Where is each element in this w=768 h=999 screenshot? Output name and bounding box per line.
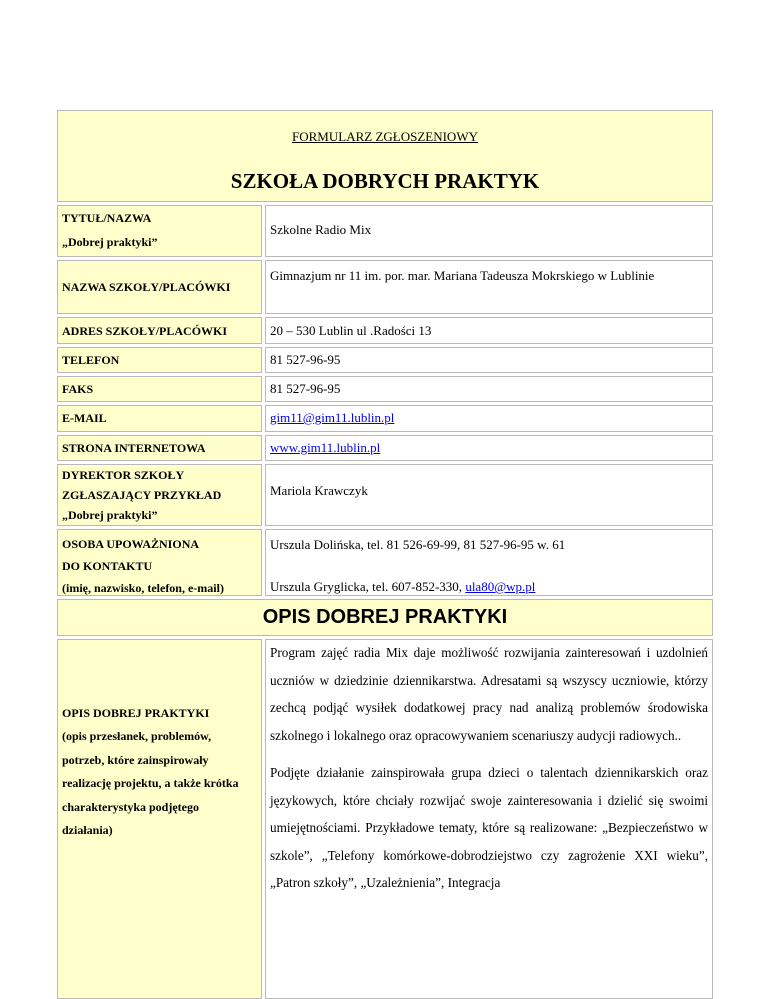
form-title: SZKOŁA DOBRYCH PRAKTYK [230, 169, 540, 193]
form-subtitle: FORMULARZ ZGŁOSZENIOWY [292, 129, 478, 144]
label-school-name: NAZWA SZKOŁY/PLACÓWKI [57, 260, 262, 314]
value-website [265, 435, 713, 461]
label-director: DYREKTOR SZKOŁY ZGŁASZAJĄCY PRZYKŁAD „Dobrej praktyki” [57, 464, 262, 526]
label-contact-person: OSOBA UPOWAŻNIONA DO KONTAKTU (imię, nazwisko, telefon, e-mail) [57, 529, 262, 596]
label-website: STRONA INTERNETOWA [57, 435, 262, 461]
website-link[interactable]: www.gim11.lublin.pl [270, 440, 381, 455]
value-director: Mariola Krawczyk [265, 464, 713, 526]
label-opis: OPIS DOBREJ PRAKTYKI (opis przesłanek, problemów, potrzeb, które zainspirowały realizację projektu, a także krótka charakterystyka podjętego działania) [57, 639, 262, 999]
value-fax: 81 527-96-95 [265, 376, 713, 402]
value-contact-person: Urszula Dolińska, tel. 81 526-69-99, 81 527-96-95 w. 61 Urszula Gryglicka, tel. 607-852-330, ula80@wp.pl [265, 529, 713, 596]
label-address: ADRES SZKOŁY/PLACÓWKI [57, 317, 262, 344]
value-school-name: Gimnazjum nr 11 im. por. mar. Mariana Tadeusza Mokrskiego w Lublinie [265, 260, 713, 314]
opis-section-title: OPIS DOBREJ PRAKTYKI [262, 606, 508, 628]
form-header [57, 110, 713, 202]
opis-paragraph-2: Podjęte działanie zainspirowała grupa dzieci o talentach dziennikarskich oraz językowych, które chciały rozwijać swoje zainteresowania i dzielić się swoimi umiejętnościami. Przykładowe tematy, które są realizowane: „Bezpieczeństwo w szkole”, „Telefony komórkowe-dobrodziejstwo czy zagrożenie XXI wieku”, „Patron szkoły”, „Uzależnienia”, Integracja [270, 765, 708, 890]
contact-email-link[interactable]: ula80@wp.pl [465, 579, 536, 594]
value-opis [265, 639, 713, 999]
label-email: E-MAIL [57, 405, 262, 432]
opis-paragraph-1: Program zajęć radia Mix daje możliwość rozwijania zainteresowań i uzdolnień uczniów w dziedzinie dziennikarstwa. Adresatami są wszyscy uczniowie, którzy zechcą podjąć wysiłek dodatkowej pracy nad analizą problemów środowiska szkolnego i lokalnego oraz opracowywaniem scenariuszy audycji radiowych.. [270, 645, 708, 743]
value-title: Szkolne Radio Mix [265, 205, 713, 257]
value-email [265, 405, 713, 432]
email-link[interactable]: gim11@gim11.lublin.pl [270, 410, 395, 425]
value-phone: 81 527-96-95 [265, 347, 713, 373]
value-address: 20 – 530 Lublin ul .Radości 13 [265, 317, 713, 344]
label-title: TYTUŁ/NAZWA „Dobrej praktyki” [57, 205, 262, 257]
opis-section-header [57, 599, 713, 636]
label-phone: TELEFON [57, 347, 262, 373]
label-fax: FAKS [57, 376, 262, 402]
